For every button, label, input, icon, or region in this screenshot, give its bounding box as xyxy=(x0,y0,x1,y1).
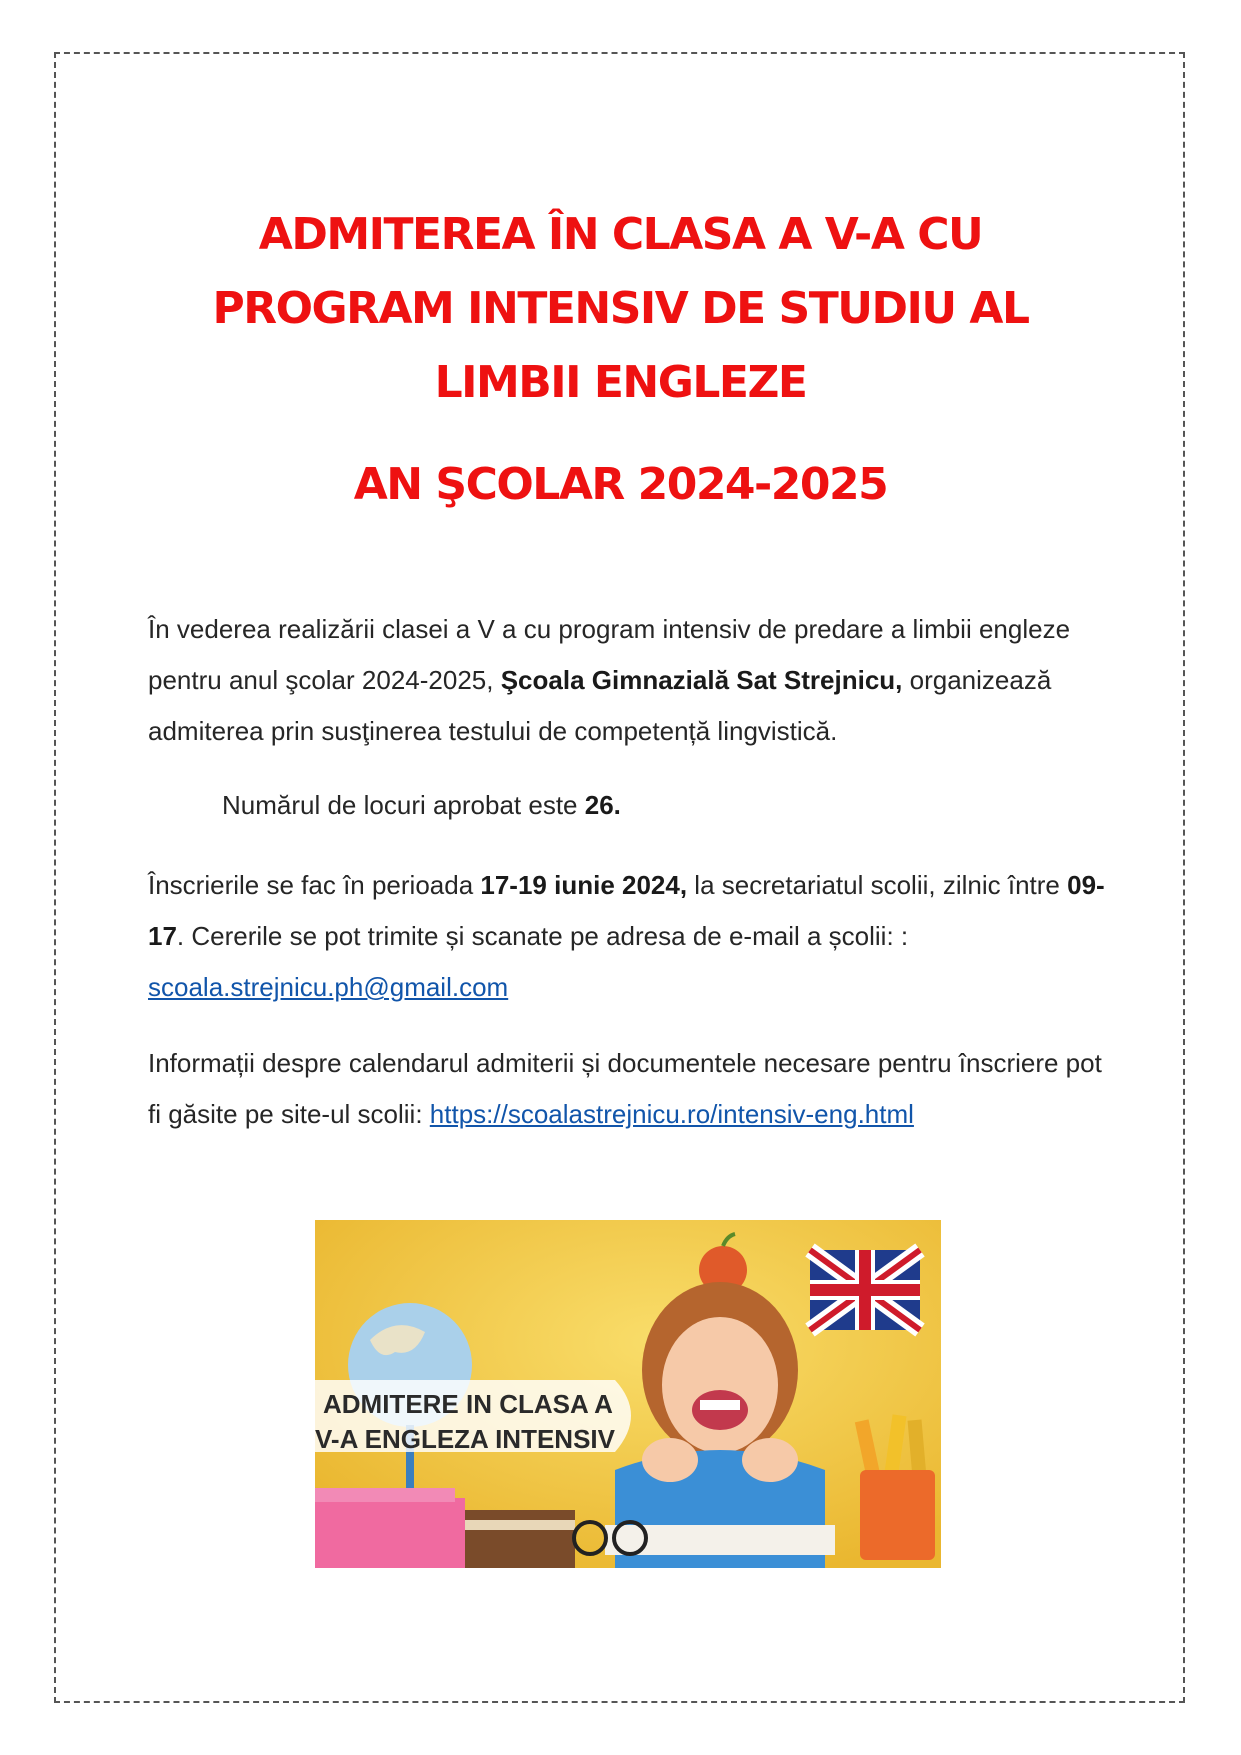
info-paragraph xyxy=(148,1038,1118,1140)
page-title xyxy=(150,198,1091,420)
places-count: 26. xyxy=(584,790,621,820)
school-year-title: AN ŞCOLAR 2024-2025 xyxy=(353,459,888,510)
books-stack xyxy=(315,1498,465,1568)
enrollment-text: Înscrierile se fac în perioada xyxy=(148,870,481,900)
enrollment-hours: 09-17 xyxy=(148,870,1105,951)
title-line-3: LIMBII ENGLEZE xyxy=(434,357,807,408)
email-link[interactable]: scoala.strejnicu.ph@gmail.com xyxy=(148,972,509,1002)
caption-line-2: V-A ENGLEZA INTENSIV xyxy=(315,1424,615,1454)
places-paragraph xyxy=(222,780,1192,831)
uk-flag-icon xyxy=(810,1250,920,1330)
title-line-2: PROGRAM INTENSIV DE STUDIU AL xyxy=(212,283,1029,334)
info-text: Informații despre calendarul admiterii și documentele necesare pentru înscriere pot fi găsite pe site-ul scolii: xyxy=(148,1048,1102,1129)
enrollment-paragraph xyxy=(148,860,1118,1013)
enrollment-text-3: . Cererile se pot trimite și scanate pe adresa de e-mail a școlii: : xyxy=(176,921,909,951)
enrollment-text-2: la secretariatul scolii, zilnic între xyxy=(687,870,1068,900)
caption-line-1: ADMITERE IN CLASA A xyxy=(323,1389,613,1419)
website-link[interactable]: https://scoalastrejnicu.ro/intensiv-eng.html xyxy=(429,1099,914,1129)
enrollment-period: 17-19 iunie 2024, xyxy=(480,870,688,900)
intro-text-end: organizează admiterea prin susţinerea testului de competență lingvistică. xyxy=(148,665,1052,746)
school-name: Şcoala Gimnazială Sat Strejnicu, xyxy=(500,665,903,695)
title-line-1: ADMITEREA ÎN CLASA A V-A CU xyxy=(258,209,983,260)
intro-text: În vederea realizării clasei a V a cu program intensiv de predare a limbii engleze pentru anul şcolar 2024-2025, xyxy=(148,614,1071,695)
intro-paragraph xyxy=(148,604,1118,757)
hero-image xyxy=(315,1220,941,1568)
places-text: Numărul de locuri aprobat este xyxy=(222,790,585,820)
